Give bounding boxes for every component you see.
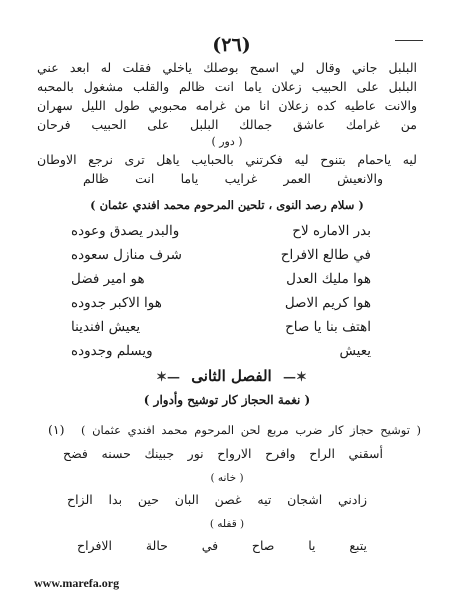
text-line: ليه ياحمام بتنوح ليه فكرتني بالحبايب ياهل ترى نرجع الاوطان	[37, 152, 417, 167]
couplet-row	[71, 222, 371, 240]
section-marker: ( دور )	[211, 135, 243, 148]
text-line: والانعيش العمر غرايب ياما انت ظالم	[83, 171, 383, 186]
couplet-first: هوا مليك العدل	[286, 271, 371, 287]
salam-title: ( سلام رصد النوى ، تلحين المرحوم محمد افندي عثمان )	[90, 198, 364, 212]
couplet-row	[71, 246, 371, 264]
item-marker: ( خانه )	[210, 472, 244, 484]
item-line: زادني اشجان تيه غصن البان حين بدا الزاح	[67, 492, 367, 507]
couplet-second: والبدر يصدق وعوده	[71, 223, 180, 239]
section-subtitle: ( نغمة الحجاز كار توشيح وأدوار )	[143, 393, 311, 407]
couplet-second: ويسلم وجدوده	[71, 343, 153, 359]
item-line: يتبع يا صاح في حالة الافراح	[77, 538, 367, 553]
couplet-second: هوا الاكبر جدوده	[71, 295, 162, 311]
page-number: (٢٦)	[212, 34, 251, 56]
text-line: من غرامك عاشق جمالك البلبل على الحبيب فرحان	[37, 117, 417, 132]
couplet-second: شرف منازل سعوده	[71, 247, 182, 263]
item-line: أسقني الراح وافرح الارواح نور جبينك حسنه فضح	[63, 446, 383, 461]
couplet-first: بدر الاماره لاح	[292, 223, 371, 239]
item-number: (١)	[48, 422, 65, 437]
couplet-row	[71, 342, 371, 360]
text-line: والانت عاطيه كده زعلان انا من غرامه محبوبي طول الليل سهران	[37, 98, 417, 113]
section-heading	[0, 366, 463, 388]
item-marker: ( قفله )	[209, 518, 245, 530]
couplet-second: هو امير فضل	[71, 271, 145, 287]
couplet-first: اهتف بنا يا صاح	[285, 319, 371, 335]
section-title: الفصل الثانى	[191, 367, 272, 385]
text-line: البلبل جاني وقال لي اسمح بوصلك ياخلي فقلت له ابعد عني	[37, 60, 417, 75]
couplet-first: هوا كريم الاصل	[284, 295, 371, 311]
couplet-first: في طالع الافراح	[280, 247, 371, 263]
couplet-row	[71, 270, 371, 288]
couplet-row	[71, 318, 371, 336]
couplet-second: يعيش افندينا	[71, 319, 141, 335]
ornament-icon: ✶—	[282, 370, 307, 385]
text-line: البلبل على الحبيب زعلان ياما انت ظالم والقلب مشغول بالمحبه	[37, 79, 417, 94]
header-rule	[395, 40, 423, 41]
footer-url: www.marefa.org	[34, 576, 120, 590]
couplet-first: يعيش	[339, 343, 371, 359]
couplet-row	[71, 294, 371, 312]
ornament-icon: —✶	[156, 370, 181, 385]
item-title: ( توشيح حجاز كار ضرب مربع لحن المرحوم محمد افندي عثمان )	[81, 423, 421, 437]
